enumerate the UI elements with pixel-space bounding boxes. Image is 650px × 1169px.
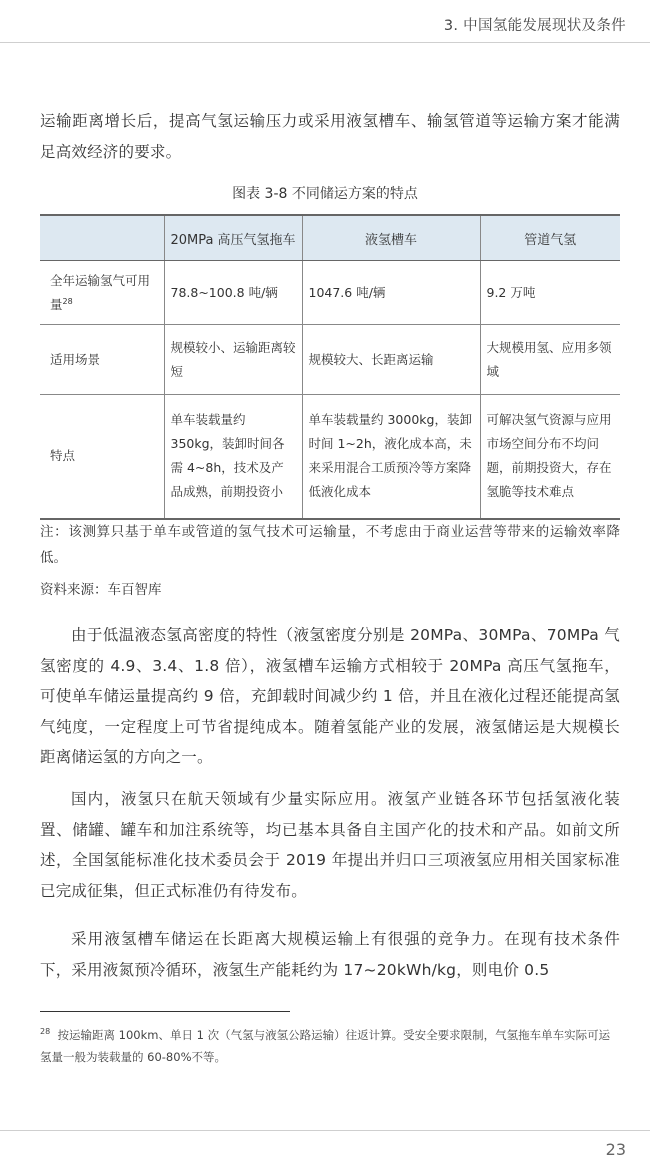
body-paragraph: 国内，液氢只在航天领域有少量实际应用。液氢产业链各环节包括氢液化装置、储罐、罐车和加注系统等，均已基本具备自主国产化的技术和产品。如前文所述，全国氢能标准化技术委员会于 2019 年提出并归口三项液氢应用相关国家标准已完成征集，但正式标准仍有待发布。 xyxy=(40,790,620,900)
row-label: 适用场景 xyxy=(40,325,164,395)
figure-caption: 图表 3-8 不同储运方案的特点 xyxy=(232,186,418,202)
table-row xyxy=(40,325,620,395)
body-paragraph: 由于低温液态氢高密度的特性（液氢密度分别是 20MPa、30MPa、70MPa 气氢密度的 4.9、3.4、1.8 倍），液氢槽车运输方式相较于 20MPa 高压气氢拖车，可使单车储运量提高约 9 倍，充卸载时间减少约 1 倍，并且在液化过程还能提高氢气纯度，一定程度上可节省提纯成本。随着氢能产业的发展，液氢储运是大规模长距离储运氢的方向之一。 xyxy=(40,626,620,766)
storage-transport-comparison-table xyxy=(40,214,620,520)
body-paragraph: 采用液氢槽车储运在长距离大规模运输上有很强的竞争力。在现有技术条件下，采用液氮预冷循环，液氢生产能耗约为 17~20kWh/kg，则电价 0.5 xyxy=(40,930,620,979)
page-number: 23 xyxy=(605,1140,626,1159)
table-cell: 规模较小、运输距离较短 xyxy=(164,325,302,395)
table-cell: 单车装载量约 3000kg，装卸时间 1~2h，液化成本高，未来采用混合工质预冷等方案降低液化成本 xyxy=(302,395,480,519)
table-row xyxy=(40,395,620,519)
table-cell: 规模较大、长距离运输 xyxy=(302,325,480,395)
column-header: 液氢槽车 xyxy=(302,215,480,261)
table-cell: 可解决氢气资源与应用市场空间分布不均问题，前期投资大，存在氢脆等技术难点 xyxy=(480,395,620,519)
table-note: 注：该测算只基于单车或管道的氢气技术可运输量，不考虑由于商业运营等带来的运输效率降低。 xyxy=(40,524,620,566)
column-header xyxy=(40,215,164,261)
footnote xyxy=(40,1024,620,1068)
footnote-divider xyxy=(40,1011,290,1012)
chapter-title: 3. 中国氢能发展现状及条件 xyxy=(443,18,626,34)
table-cell: 78.8~100.8 吨/辆 xyxy=(164,261,302,325)
column-header: 管道气氢 xyxy=(480,215,620,261)
data-source: 资料来源：车百智库 xyxy=(40,582,162,598)
footnote-ref: 28 xyxy=(62,296,73,306)
row-label xyxy=(40,261,164,325)
table-header-row xyxy=(40,215,620,261)
header-divider xyxy=(0,42,650,43)
row-label: 特点 xyxy=(40,395,164,519)
table-row xyxy=(40,261,620,325)
table-cell: 1047.6 吨/辆 xyxy=(302,261,480,325)
footer-divider xyxy=(0,1130,650,1131)
column-header: 20MPa 高压气氢拖车 xyxy=(164,215,302,261)
footnote-number: 28 xyxy=(40,1027,51,1037)
table-cell: 9.2 万吨 xyxy=(480,261,620,325)
row-label-text: 全年运输氢气可用量 xyxy=(50,272,151,312)
footnote-text: 按运输距离 100km、单日 1 次（气氢与液氢公路运输）往返计算。受安全要求限制，气氢拖车单车实际可运氢量一般为装载量的 60-80%不等。 xyxy=(40,1028,611,1064)
intro-paragraph: 运输距离增长后，提高气氢运输压力或采用液氢槽车、输氢管道等运输方案才能满足高效经济的要求。 xyxy=(40,112,620,161)
table-cell: 单车装载量约 350kg，装卸时间各需 4~8h，技术及产品成熟，前期投资小 xyxy=(164,395,302,519)
table-cell: 大规模用氢、应用多领域 xyxy=(480,325,620,395)
